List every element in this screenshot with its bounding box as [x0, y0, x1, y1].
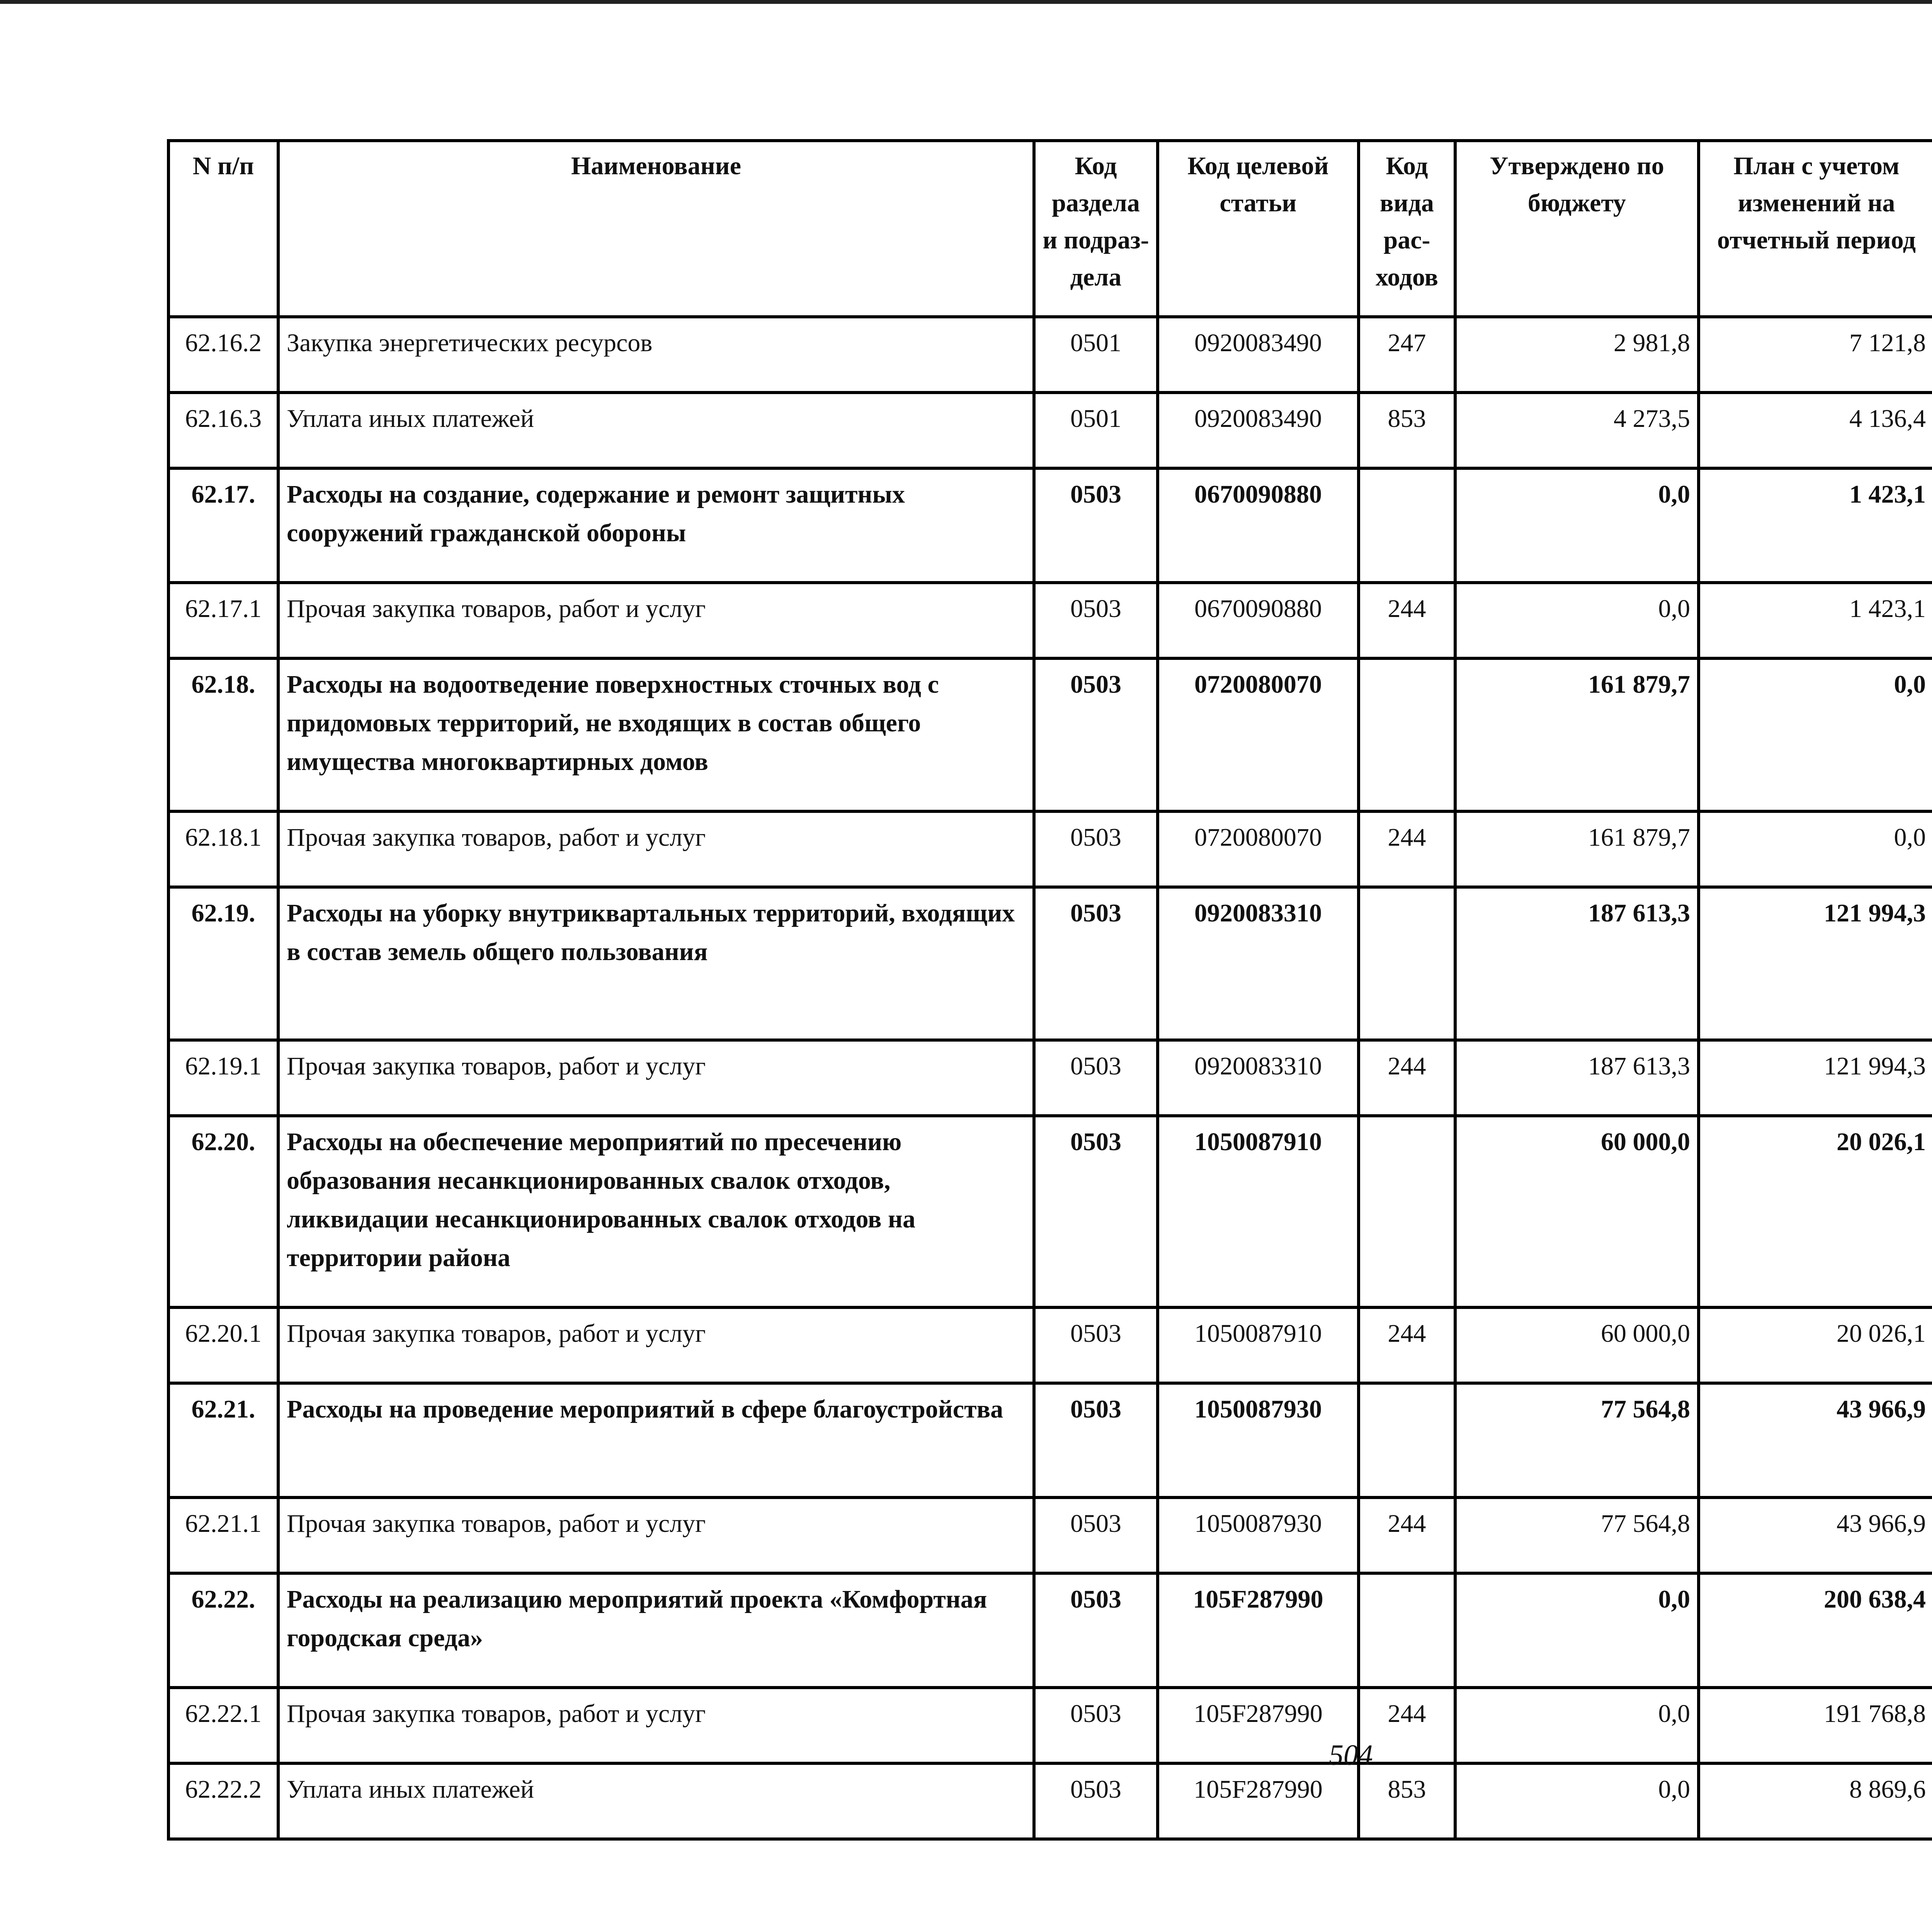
row-plan: 43 966,9 — [1699, 1497, 1932, 1573]
table-row — [168, 811, 1932, 887]
row-num: 62.18.1 — [168, 811, 278, 887]
row-name: Расходы на проведение мероприятий в сфере благоустройства — [278, 1383, 1034, 1497]
table-row — [168, 1116, 1932, 1307]
header-section-code: Код раздела и подраз-дела — [1034, 141, 1158, 317]
row-name: Закупка энергетических ресурсов — [278, 317, 1034, 393]
row-num: 62.19.1 — [168, 1040, 278, 1116]
row-approved: 0,0 — [1455, 1688, 1699, 1763]
header-plan: План с учетом изменений на отчетный период — [1699, 141, 1932, 317]
row-target: 0670090880 — [1158, 468, 1359, 583]
row-plan: 20 026,1 — [1699, 1307, 1932, 1383]
table-row — [168, 1383, 1932, 1497]
row-type — [1359, 1116, 1455, 1307]
row-target: 0920083490 — [1158, 393, 1359, 468]
row-section: 0503 — [1034, 1116, 1158, 1307]
row-num: 62.17. — [168, 468, 278, 583]
row-name: Расходы на уборку внутриквартальных территорий, входящих в состав земель общего пользования — [278, 887, 1034, 1040]
header-expense-type: Код вида рас-ходов — [1359, 141, 1455, 317]
row-approved: 0,0 — [1455, 1763, 1699, 1839]
row-section: 0503 — [1034, 1383, 1158, 1497]
row-approved: 60 000,0 — [1455, 1307, 1699, 1383]
row-approved: 161 879,7 — [1455, 658, 1699, 811]
row-approved: 60 000,0 — [1455, 1116, 1699, 1307]
row-num: 62.20.1 — [168, 1307, 278, 1383]
row-section: 0503 — [1034, 1040, 1158, 1116]
row-approved: 0,0 — [1455, 468, 1699, 583]
row-section: 0503 — [1034, 1763, 1158, 1839]
row-name: Прочая закупка товаров, работ и услуг — [278, 1497, 1034, 1573]
row-target: 0920083310 — [1158, 887, 1359, 1040]
row-target: 1050087930 — [1158, 1383, 1359, 1497]
row-plan: 20 026,1 — [1699, 1116, 1932, 1307]
row-num: 62.19. — [168, 887, 278, 1040]
row-type — [1359, 468, 1455, 583]
row-target: 0920083490 — [1158, 317, 1359, 393]
row-section: 0503 — [1034, 811, 1158, 887]
row-target: 1050087930 — [1158, 1497, 1359, 1573]
row-type: 853 — [1359, 393, 1455, 468]
table-row — [168, 317, 1932, 393]
row-section: 0503 — [1034, 468, 1158, 583]
row-name: Расходы на реализацию мероприятий проекта «Комфортная городская среда» — [278, 1573, 1034, 1688]
row-plan: 191 768,8 — [1699, 1688, 1932, 1763]
row-approved: 2 981,8 — [1455, 317, 1699, 393]
row-num: 62.18. — [168, 658, 278, 811]
header-name: Наименование — [278, 141, 1034, 317]
row-name: Расходы на обеспечение мероприятий по пресечению образования несанкционированных свалок отходов, ликвидации несанкционированных свалок отходов на территории района — [278, 1116, 1034, 1307]
header-num: N п/п — [168, 141, 278, 317]
table-row — [168, 468, 1932, 583]
row-type: 244 — [1359, 1040, 1455, 1116]
row-section: 0503 — [1034, 887, 1158, 1040]
row-section: 0503 — [1034, 1307, 1158, 1383]
header-approved: Утверждено по бюджету — [1455, 141, 1699, 317]
table-row — [168, 393, 1932, 468]
budget-execution-table — [167, 139, 1932, 1841]
table-row — [168, 1573, 1932, 1688]
row-type — [1359, 1383, 1455, 1497]
row-num: 62.22.2 — [168, 1763, 278, 1839]
row-num: 62.22. — [168, 1573, 278, 1688]
row-target: 105F287990 — [1158, 1763, 1359, 1839]
row-plan: 121 994,3 — [1699, 1040, 1932, 1116]
row-num: 62.21.1 — [168, 1497, 278, 1573]
row-name: Прочая закупка товаров, работ и услуг — [278, 1688, 1034, 1763]
page-number: 504 — [1329, 1739, 1373, 1771]
row-name: Прочая закупка товаров, работ и услуг — [278, 1307, 1034, 1383]
table-row — [168, 1307, 1932, 1383]
scan-top-edge — [0, 0, 1932, 4]
row-type: 853 — [1359, 1763, 1455, 1839]
row-section: 0503 — [1034, 583, 1158, 658]
row-plan: 7 121,8 — [1699, 317, 1932, 393]
row-section: 0503 — [1034, 1573, 1158, 1688]
row-target: 0720080070 — [1158, 658, 1359, 811]
row-num: 62.21. — [168, 1383, 278, 1497]
row-section: 0503 — [1034, 1688, 1158, 1763]
row-plan: 43 966,9 — [1699, 1383, 1932, 1497]
row-type — [1359, 887, 1455, 1040]
row-plan: 0,0 — [1699, 811, 1932, 887]
row-approved: 187 613,3 — [1455, 887, 1699, 1040]
row-num: 62.20. — [168, 1116, 278, 1307]
row-type: 244 — [1359, 811, 1455, 887]
row-name: Уплата иных платежей — [278, 393, 1034, 468]
row-name: Прочая закупка товаров, работ и услуг — [278, 1040, 1034, 1116]
row-approved: 4 273,5 — [1455, 393, 1699, 468]
table-row — [168, 887, 1932, 1040]
table-row — [168, 658, 1932, 811]
row-section: 0501 — [1034, 317, 1158, 393]
row-target: 105F287990 — [1158, 1688, 1359, 1763]
row-name: Расходы на создание, содержание и ремонт защитных сооружений гражданской обороны — [278, 468, 1034, 583]
table-header-row — [168, 141, 1932, 192]
row-approved: 187 613,3 — [1455, 1040, 1699, 1116]
row-section: 0503 — [1034, 1497, 1158, 1573]
row-target: 1050087910 — [1158, 1307, 1359, 1383]
row-plan: 121 994,3 — [1699, 887, 1932, 1040]
row-section: 0503 — [1034, 658, 1158, 811]
row-num: 62.16.3 — [168, 393, 278, 468]
row-plan: 8 869,6 — [1699, 1763, 1932, 1839]
row-approved: 161 879,7 — [1455, 811, 1699, 887]
row-target: 0670090880 — [1158, 583, 1359, 658]
row-plan: 1 423,1 — [1699, 468, 1932, 583]
row-type: 244 — [1359, 1688, 1455, 1763]
row-name: Прочая закупка товаров, работ и услуг — [278, 583, 1034, 658]
row-plan: 1 423,1 — [1699, 583, 1932, 658]
row-name: Прочая закупка товаров, работ и услуг — [278, 811, 1034, 887]
row-num: 62.17.1 — [168, 583, 278, 658]
table-row — [168, 1497, 1932, 1573]
row-plan: 4 136,4 — [1699, 393, 1932, 468]
table-row — [168, 583, 1932, 658]
row-num: 62.22.1 — [168, 1688, 278, 1763]
table-row — [168, 1763, 1932, 1839]
row-plan: 200 638,4 — [1699, 1573, 1932, 1688]
row-target: 105F287990 — [1158, 1573, 1359, 1688]
row-target: 1050087910 — [1158, 1116, 1359, 1307]
row-target: 0720080070 — [1158, 811, 1359, 887]
row-type: 247 — [1359, 317, 1455, 393]
row-approved: 77 564,8 — [1455, 1383, 1699, 1497]
row-type: 244 — [1359, 583, 1455, 658]
row-approved: 0,0 — [1455, 583, 1699, 658]
header-target-code: Код целевой статьи — [1158, 141, 1359, 317]
row-name: Расходы на водоотведение поверхностных сточных вод с придомовых территорий, не входящих в состав общего имущества многоквартирных домов — [278, 658, 1034, 811]
row-num: 62.16.2 — [168, 317, 278, 393]
row-type: 244 — [1359, 1307, 1455, 1383]
row-approved: 0,0 — [1455, 1573, 1699, 1688]
row-plan: 0,0 — [1699, 658, 1932, 811]
row-type — [1359, 1573, 1455, 1688]
row-type — [1359, 658, 1455, 811]
row-target: 0920083310 — [1158, 1040, 1359, 1116]
row-name: Уплата иных платежей — [278, 1763, 1034, 1839]
row-section: 0501 — [1034, 393, 1158, 468]
table-row — [168, 1040, 1932, 1116]
row-approved: 77 564,8 — [1455, 1497, 1699, 1573]
row-type: 244 — [1359, 1497, 1455, 1573]
